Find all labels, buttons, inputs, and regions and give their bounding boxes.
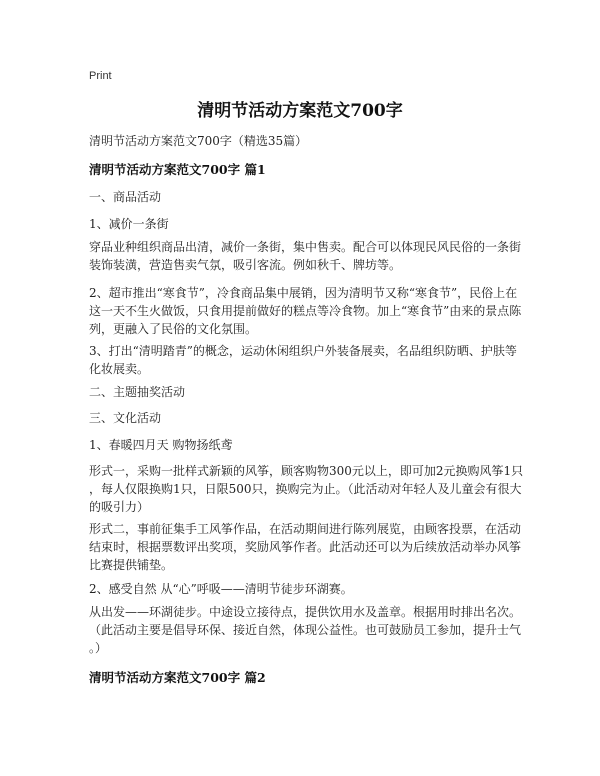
- heading-cultural-activity: 三、文化活动: [89, 411, 162, 425]
- page-title: 清明节活动方案范文700字: [197, 101, 403, 121]
- paragraph-2: [89, 284, 522, 338]
- paragraph-line: 。）: [89, 641, 108, 655]
- paragraph-4: [89, 462, 524, 516]
- subheading-lake-walk: 2、感受自然 从“心”呼吸——清明节徒步环湖赛。: [89, 582, 353, 596]
- subheading-discount-street: 1、减价一条街: [89, 217, 169, 231]
- document-subtitle: 清明节活动方案范文700字（精选35篇）: [89, 134, 308, 148]
- paragraph-line: 形式二，事前征集手工风筝作品，在活动期间进行陈列展览，由顾客投票，在活动: [89, 522, 522, 536]
- paragraph-5: [89, 520, 522, 574]
- section-heading-2: 清明节活动方案范文700字 篇2: [89, 670, 266, 685]
- subheading-kite-shopping: 1、春暖四月天 购物扬纸鸢: [89, 438, 233, 452]
- paragraph-line: 2、超市推出“寒食节”，冷食商品集中展销，因为清明节又称“寒食节”，民俗上在: [89, 286, 518, 300]
- paragraph-line: 的吸引力）: [89, 500, 150, 514]
- heading-lottery-activity: 二、主题抽奖活动: [89, 385, 186, 399]
- paragraph-6: [89, 603, 522, 657]
- paragraph-line: ，每人仅限换购1只，日限500只，换购完为止。（此活动对年轻人及儿童会有很大: [89, 482, 522, 496]
- paragraph-1: [89, 238, 522, 274]
- paragraph-line: 形式一，采购一批样式新颖的风筝，顾客购物300元以上，即可加2元换购风筝1只: [89, 464, 524, 478]
- paragraph-line: （此活动主要是倡导环保、接近自然，体现公益性。也可鼓励员工参加，提升士气: [89, 623, 522, 637]
- paragraph-line: 3、打出“清明踏青”的概念，运动休闲组织户外装备展卖，名品组织防晒、护肤等: [89, 344, 517, 358]
- paragraph-line: 这一天不生火做饭，只食用提前做好的糕点等冷食物。加上“寒食节”由来的景点陈: [89, 304, 522, 318]
- paragraph-line: 结束时，根据票数评出奖项，奖励风筝作者。此活动还可以为后续放活动举办风筝: [89, 540, 522, 554]
- paragraph-3: [89, 342, 519, 378]
- paragraph-line: 比赛提供铺垫。: [89, 558, 174, 572]
- section-heading-1: 清明节活动方案范文700字 篇1: [89, 162, 266, 177]
- paragraph-line: 装饰装潢，营造售卖气氛，吸引客流。例如秋千、牌坊等。: [89, 258, 402, 272]
- print-label: Print: [89, 70, 112, 82]
- heading-commodity-activity: 一、商品活动: [89, 190, 162, 204]
- paragraph-line: 化妆展卖。: [89, 362, 150, 376]
- paragraph-line: 穿品业种组织商品出清，减价一条街，集中售卖。配合可以体现民风民俗的一条街: [89, 240, 522, 254]
- paragraph-line: 列，更融入了民俗的文化氛围。: [89, 322, 258, 336]
- paragraph-line: 从出发——环湖徒步。中途设立接待点，提供饮用水及盖章。根据用时排出名次。: [89, 605, 522, 619]
